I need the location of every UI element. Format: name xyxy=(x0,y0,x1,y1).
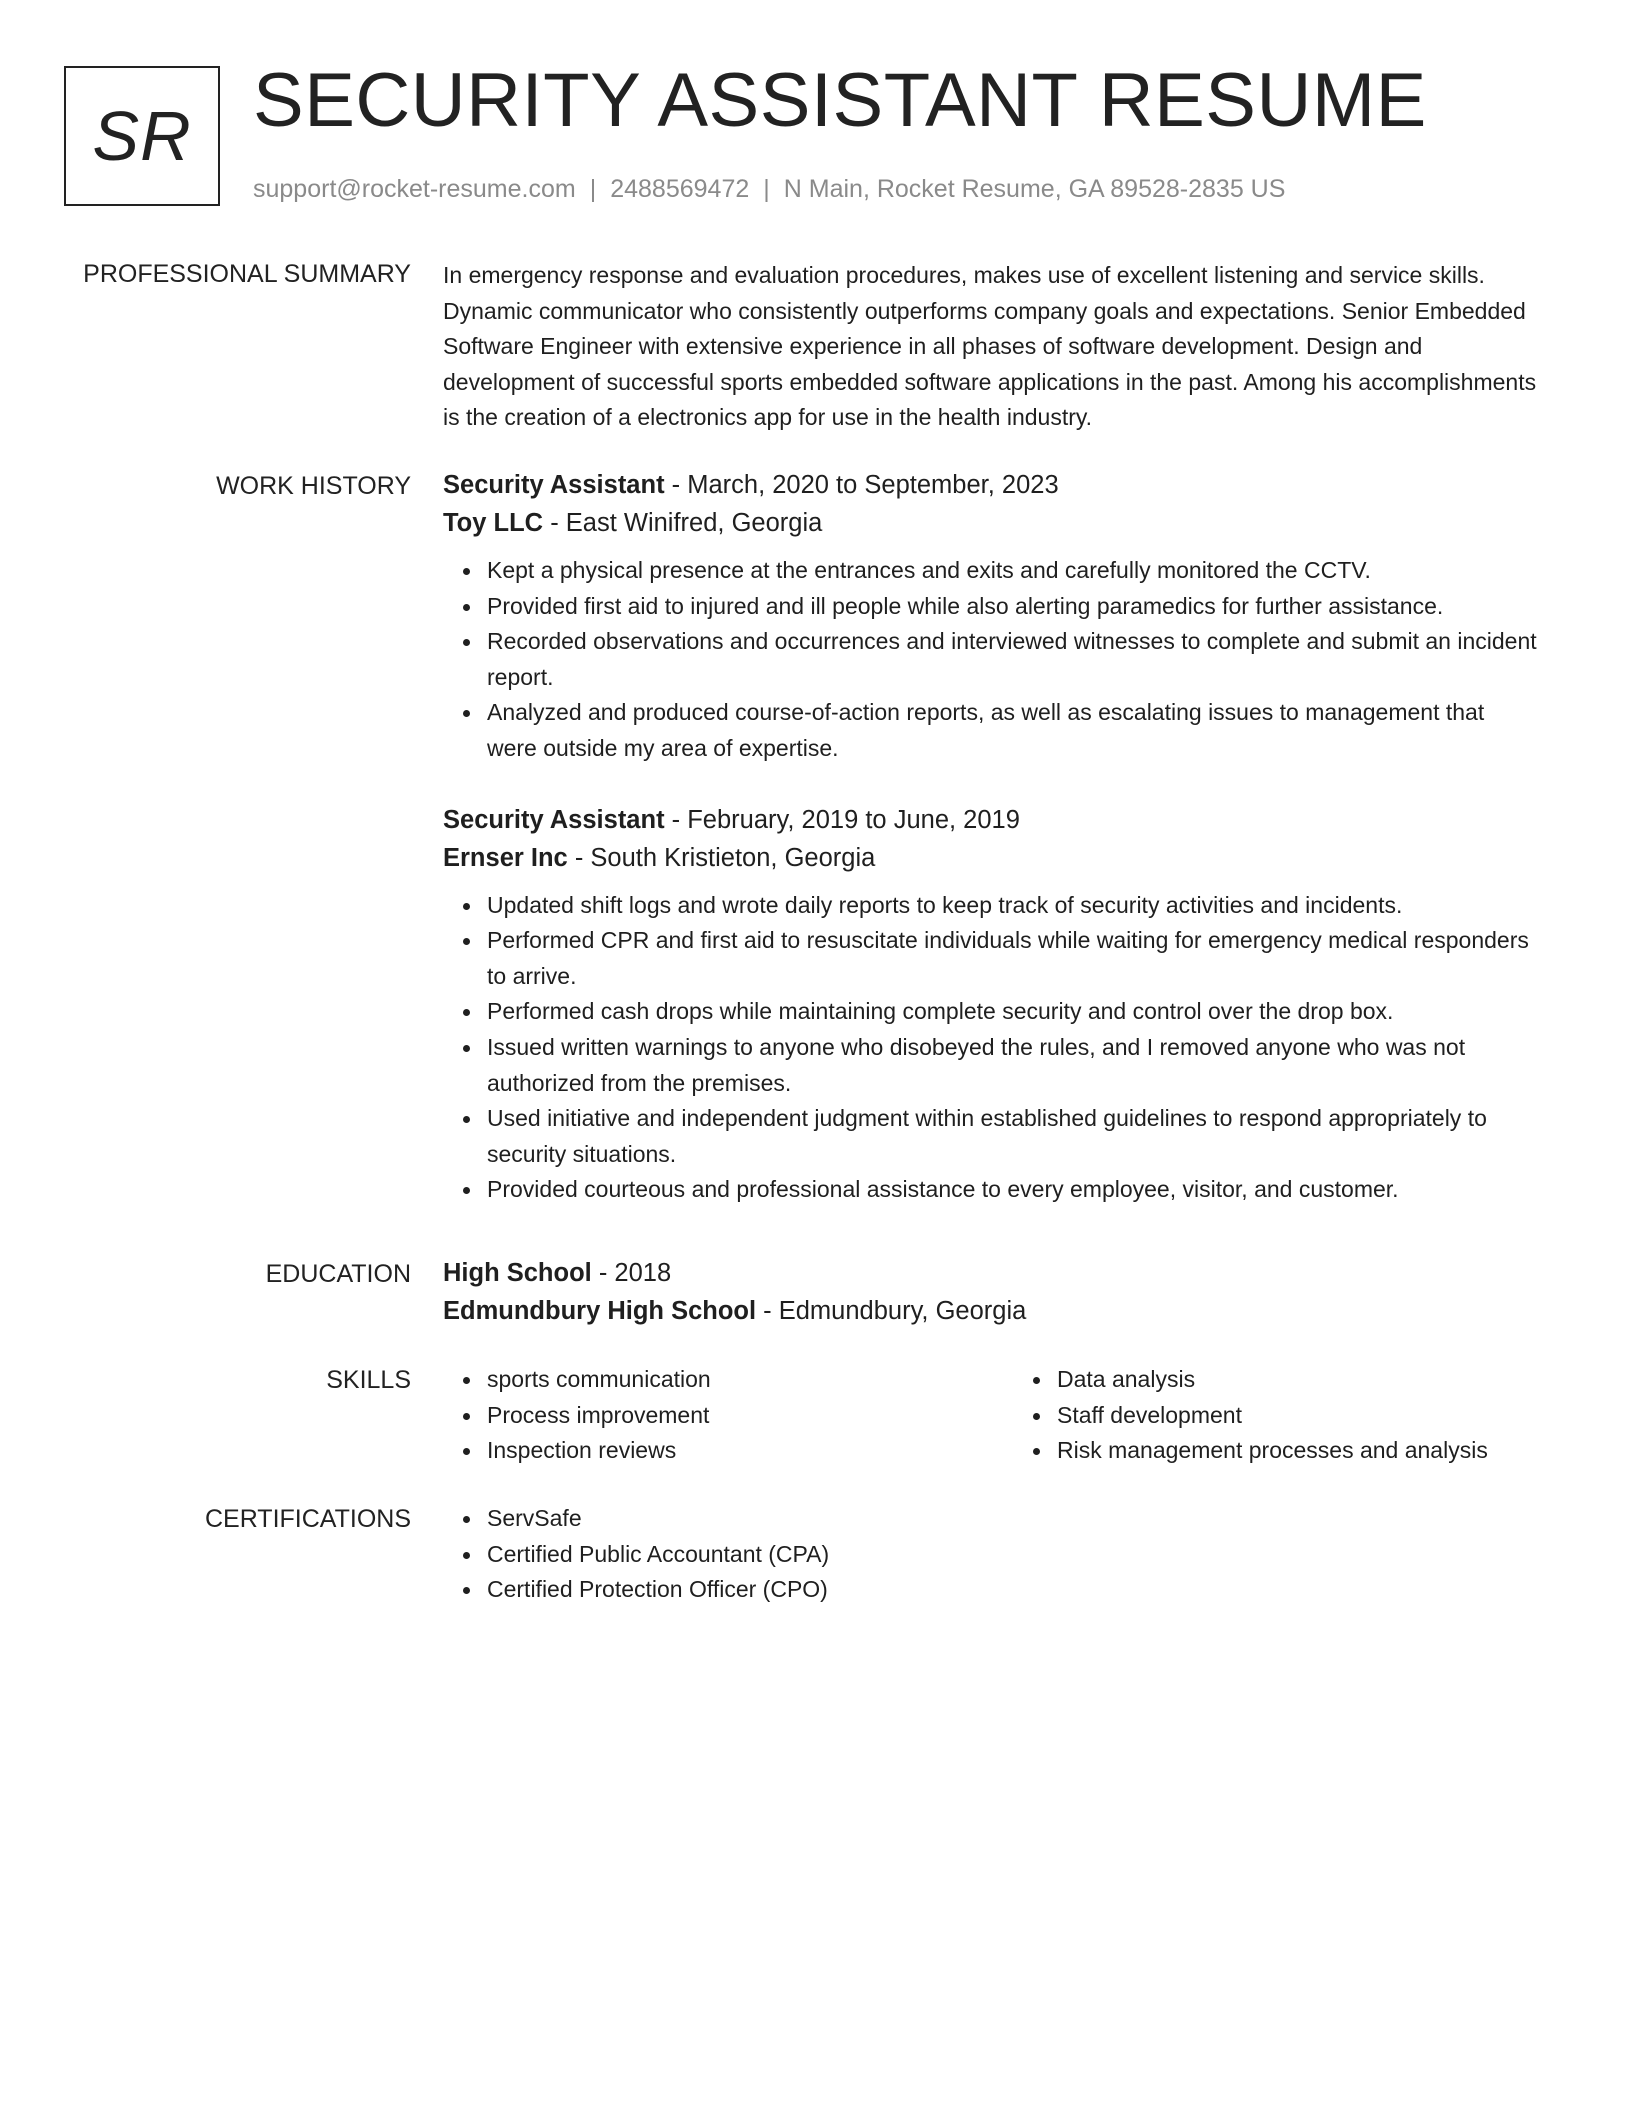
list-item: Certified Protection Officer (CPO) xyxy=(487,1572,1538,1608)
section-title-work-history: WORK HISTORY xyxy=(216,472,411,500)
certifications-list xyxy=(443,1501,1538,1608)
list-item: Provided courteous and professional assistance to every employee, visitor, and customer. xyxy=(487,1172,1538,1208)
list-item: sports communication xyxy=(487,1362,968,1398)
list-item: Issued written warnings to anyone who disobeyed the rules, and I removed anyone who was not authorized from the premises. xyxy=(487,1030,1538,1101)
job-location: - East Winifred, Georgia xyxy=(543,509,823,537)
contact-email: support@rocket-resume.com xyxy=(253,175,576,203)
skills-columns xyxy=(443,1362,1538,1469)
job-entry xyxy=(443,466,1538,767)
list-item: Inspection reviews xyxy=(487,1433,968,1469)
list-item: Updated shift logs and wrote daily reports to keep track of security activities and incidents. xyxy=(487,888,1538,924)
section-title-education: EDUCATION xyxy=(265,1260,411,1288)
list-item: Provided first aid to injured and ill people while also alerting paramedics for further assistance. xyxy=(487,589,1538,625)
contact-separator: | xyxy=(589,175,597,203)
job-bullet-list xyxy=(443,888,1538,1208)
page-title: SECURITY ASSISTANT RESUME xyxy=(253,58,1427,143)
education-degree: High School xyxy=(443,1259,592,1287)
list-item: Analyzed and produced course-of-action reports, as well as escalating issues to management that were outside my area of expertise. xyxy=(487,695,1538,766)
education-year: - 2018 xyxy=(591,1259,672,1287)
work-history-body xyxy=(443,466,1538,1208)
education-location: - Edmundbury, Georgia xyxy=(756,1297,1027,1325)
list-item: Performed CPR and first aid to resuscitate individuals while waiting for emergency medical responders to arrive. xyxy=(487,923,1538,994)
list-item: Performed cash drops while maintaining complete security and control over the drop box. xyxy=(487,994,1538,1030)
list-item: Staff development xyxy=(1057,1398,1538,1434)
job-company: Toy LLC xyxy=(443,509,544,537)
education-degree-line xyxy=(443,1254,1538,1292)
certifications-body xyxy=(443,1501,1538,1608)
skills-body xyxy=(443,1362,1538,1469)
section-title-skills: SKILLS xyxy=(326,1366,411,1394)
job-dates: - March, 2020 to September, 2023 xyxy=(664,471,1059,499)
contact-line xyxy=(253,174,1285,204)
job-role: Security Assistant xyxy=(443,471,665,499)
list-item: Risk management processes and analysis xyxy=(1057,1433,1538,1469)
section-title-summary: PROFESSIONAL SUMMARY xyxy=(83,260,411,288)
job-bullet-list xyxy=(443,553,1538,767)
summary-body xyxy=(443,258,1538,436)
job-title-line xyxy=(443,801,1538,839)
job-dates: - February, 2019 to June, 2019 xyxy=(664,805,1020,834)
list-item: ServSafe xyxy=(487,1501,1538,1537)
list-item: Certified Public Accountant (CPA) xyxy=(487,1537,1538,1573)
education-body xyxy=(443,1254,1538,1330)
list-item: Process improvement xyxy=(487,1398,968,1434)
education-school: Edmundbury High School xyxy=(443,1297,757,1325)
monogram-logo: SR xyxy=(64,66,220,206)
list-item: Data analysis xyxy=(1057,1362,1538,1398)
summary-text: In emergency response and evaluation procedures, makes use of excellent listening and service skills. Dynamic communicator who consistently outperforms company goals and expectations. Senior Embedded Software Engineer with extensive experience in all phases of software development. Design and development of successful sports embedded software applications in the past. Among his accomplishments is the creation of a electronics app for use in the health industry. xyxy=(443,262,1537,431)
job-company-line xyxy=(443,504,1538,542)
job-company: Ernser Inc xyxy=(443,843,568,872)
job-role: Security Assistant xyxy=(443,805,665,834)
education-school-line xyxy=(443,1292,1538,1330)
job-entry xyxy=(443,801,1538,1208)
contact-phone: 2488569472 xyxy=(610,175,750,203)
contact-separator: | xyxy=(763,175,770,203)
job-company-line xyxy=(443,839,1538,877)
skills-list-left xyxy=(443,1362,968,1469)
list-item: Used initiative and independent judgment within established guidelines to respond appropriately to security situations. xyxy=(487,1101,1538,1172)
section-title-certifications: CERTIFICATIONS xyxy=(204,1505,411,1533)
job-location: - South Kristieton, Georgia xyxy=(567,843,876,872)
skills-list-right xyxy=(1013,1362,1538,1469)
list-item: Kept a physical presence at the entrances and exits and carefully monitored the CCTV. xyxy=(487,553,1538,589)
job-title-line xyxy=(443,466,1538,504)
list-item: Recorded observations and occurrences and interviewed witnesses to complete and submit an incident report. xyxy=(487,624,1538,695)
contact-address: N Main, Rocket Resume, GA 89528-2835 US xyxy=(783,175,1286,203)
